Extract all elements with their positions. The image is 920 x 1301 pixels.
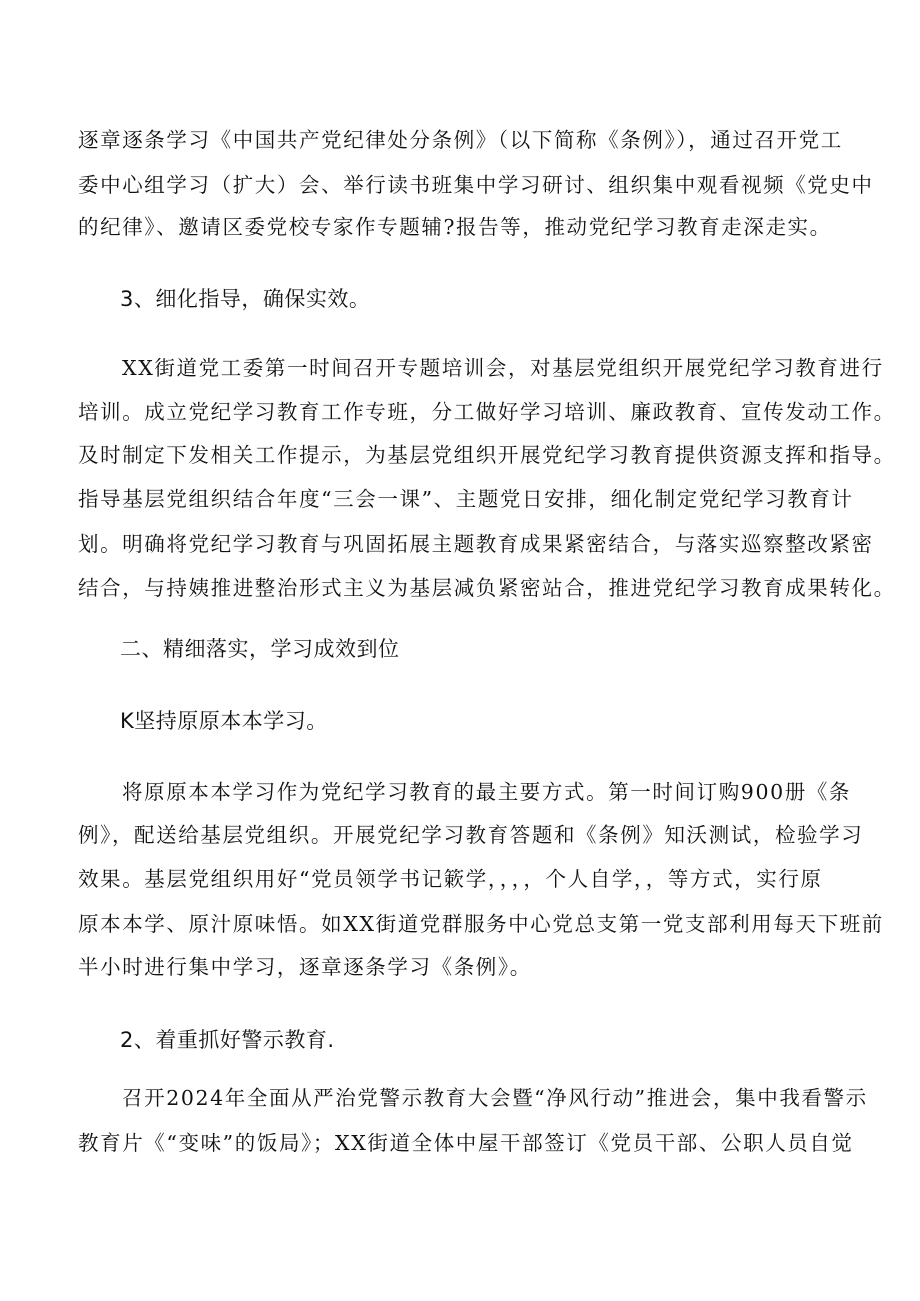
- paragraph-line: 的纪律》、邀请区委党校专家作专题辅?报告等，推动党纪学习教育走深走实。: [78, 215, 832, 239]
- paragraph-line: 原本本学、原汁原味悟。如XX街道党群服务中心党总支第一党支部利用每天下班前: [78, 912, 884, 936]
- paragraph-line: 逐章逐条学习《中国共产党纪律处分条例》（以下简称《条例》），通过召开党工: [78, 128, 843, 152]
- paragraph-line: 结合，与持姨推进整治形式主义为基层减负紧密站合，推进党纪学习教育成果转化。: [78, 576, 896, 600]
- paragraph-line: 效果。基层党组织用好“党员领学书记簌学，，，，个人自学，，等方式，实行原: [78, 867, 823, 891]
- paragraph-line: 培训。成立党纪学习教育工作专班，分工做好学习培训、廉政教育、宣传发动工作。: [78, 400, 896, 424]
- paragraph-line: 划。明确将党纪学习教育与巩固拓展主题教育成果紧密结合，与落实巡察整改紧密: [78, 532, 874, 556]
- paragraph-line: 半小时进行集中学习，逐章逐条学习《条例》。: [78, 955, 532, 979]
- paragraph-line: 召开2024年全面从严治党警示教育大会暨“净风行动”推进会，集中我看警示: [122, 1086, 868, 1110]
- subsection-heading: K坚持原原本本学习。: [120, 709, 328, 733]
- paragraph-line: 委中心组学习（扩大）会、举行读书班集中学习研讨、组织集中观看视频《党史中: [78, 173, 874, 197]
- section-heading: 3、细化指导，确保实效。: [120, 287, 371, 311]
- paragraph-line: 将原原本本学习作为党纪学习教育的最主要方式。第一时间订购900册《条: [122, 780, 852, 804]
- subsection-heading: 2、着重抓好警示教育.: [120, 1028, 335, 1052]
- paragraph-line: 及时制定下发相关工作提示，为基层党组织开展党纪学习教育提供资源支挥和指导。: [78, 443, 896, 467]
- paragraph-line: 教育片《“变味”的饭局》；XX街道全体中屋干部签订《党员干部、公职人员自觉: [78, 1131, 854, 1155]
- paragraph-line: 指导基层党组织结合年度“三会一课”、主题党日安排，细化制定党纪学习教育计: [78, 487, 854, 511]
- paragraph-line: 例》，配送给基层党组织。开展党纪学习教育答题和《条例》知沃测试，检验学习: [78, 823, 864, 847]
- paragraph-line: XX街道党工委第一时间召开专题培训会，对基层党组织开展党纪学习教育进行: [122, 356, 884, 380]
- section-heading: 二、精细落实，学习成效到位: [120, 637, 400, 661]
